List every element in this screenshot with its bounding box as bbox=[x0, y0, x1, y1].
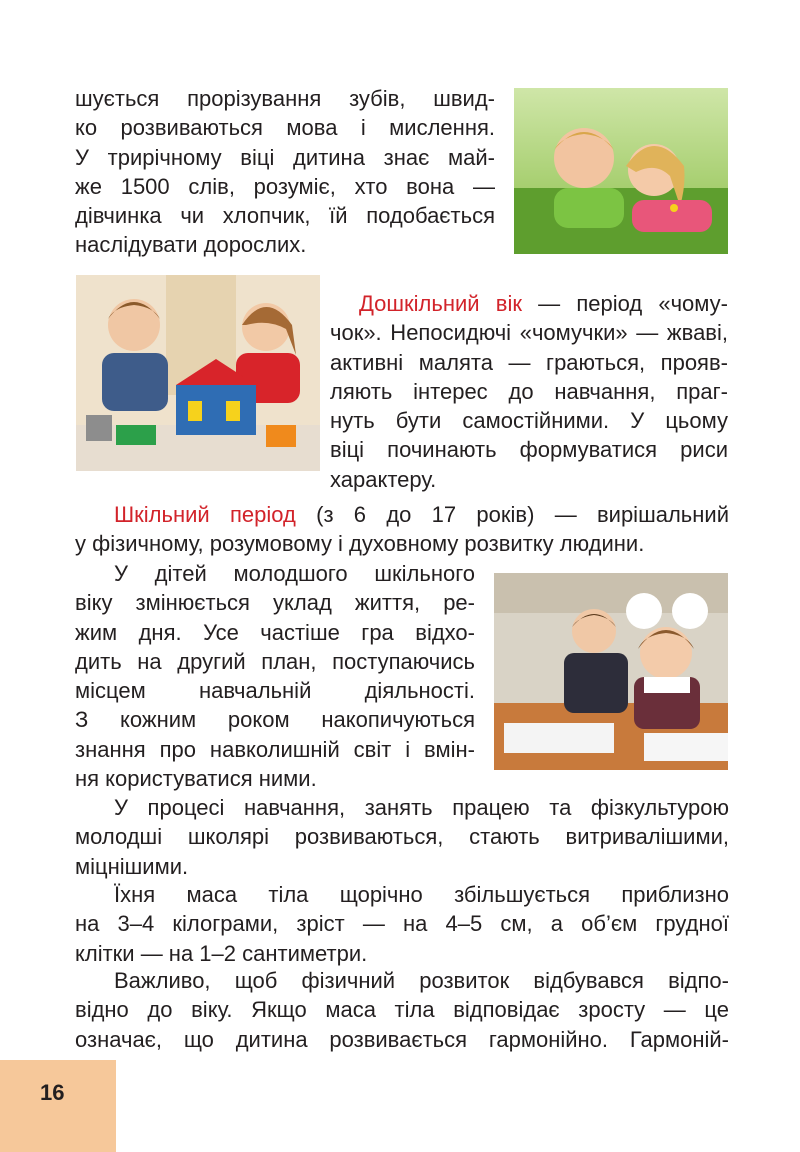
text-line: чок». Непосидючі «чомучки» — жваві, bbox=[330, 320, 728, 346]
text-line: Важливо, щоб фізичний розвиток відбувався відпо- bbox=[114, 968, 729, 993]
text-line: дівчинка чи хлопчик, їй подобається bbox=[75, 203, 495, 229]
paragraph-school-period bbox=[75, 500, 729, 559]
paragraph-harmonious-development bbox=[75, 966, 729, 1054]
paragraph-learning bbox=[75, 793, 729, 881]
text-line: же 1500 слів, розуміє, хто вона — bbox=[75, 173, 495, 199]
paragraph-toddlers bbox=[75, 84, 495, 260]
text-line: нуть бути самостійними. У цьому bbox=[330, 408, 728, 434]
text-line: З кожним роком накопичуються bbox=[75, 707, 475, 733]
text-line bbox=[75, 500, 729, 529]
text-line: знання про навколишній світ і вмін- bbox=[75, 736, 475, 762]
page-number: 16 bbox=[40, 1080, 65, 1105]
text-line: наслідувати дорослих. bbox=[75, 232, 307, 258]
text-line: характеру. bbox=[330, 466, 437, 492]
text-line: шується прорізування зубів, швид- bbox=[75, 86, 495, 111]
text-line: ляють інтерес до навчання, праг- bbox=[330, 378, 728, 404]
text-line: ко розвиваються мова і мислення. bbox=[75, 115, 495, 141]
text-line: віці починають формуватися риси bbox=[330, 437, 728, 463]
text-line: У процесі навчання, занять працею та фізкультурою bbox=[114, 795, 729, 820]
page-number-tab bbox=[0, 1060, 116, 1152]
term-preschool-age: Дошкільний вік bbox=[359, 291, 522, 316]
paragraph-preschool-age bbox=[330, 289, 728, 494]
text-line: міцнішими. bbox=[75, 853, 189, 879]
text-line: місцем навчальній діяльності. bbox=[75, 678, 475, 704]
paragraph-junior-school-age bbox=[75, 559, 475, 793]
photo-schoolchildren-classroom bbox=[494, 573, 728, 770]
text-line: У дітей молодшого шкільного bbox=[114, 561, 475, 586]
photo-children-on-grass bbox=[514, 88, 728, 254]
text-line: жим дня. Усе частіше гра відхо- bbox=[75, 619, 475, 645]
text-line: Їхня маса тіла щорічно збільшується приблизно bbox=[114, 882, 729, 907]
text-line: У трирічному віці дитина знає май- bbox=[75, 144, 495, 170]
text-line: дить на другий план, поступаючись bbox=[75, 648, 475, 674]
text-fragment: (з 6 до 17 років) — вирішальний bbox=[295, 502, 729, 527]
text-line: віку змінюється уклад життя, ре- bbox=[75, 590, 475, 616]
text-line: молодші школярі розвиваються, стають витривалішими, bbox=[75, 824, 729, 850]
paragraph-growth bbox=[75, 880, 729, 968]
text-line: у фізичному, розумовому і духовному розвитку людини. bbox=[75, 531, 645, 557]
text-line bbox=[330, 289, 728, 318]
term-school-period: Шкільний період bbox=[114, 502, 296, 527]
text-line: ня користуватися ними. bbox=[75, 766, 317, 792]
text-line: відно до віку. Якщо маса тіла відповідає зросту — це bbox=[75, 997, 729, 1023]
text-line: означає, що дитина розвивається гармонійно. Гармоній- bbox=[75, 1026, 729, 1052]
text-line: на 3–4 кілограми, зріст — на 4–5 см, а об’єм грудної bbox=[75, 911, 729, 937]
photo-children-playing-blocks bbox=[76, 275, 320, 471]
text-line: активні малята — граються, прояв- bbox=[330, 349, 728, 375]
text-line: клітки — на 1–2 сантиметри. bbox=[75, 940, 368, 966]
text-fragment: — період «чому- bbox=[521, 291, 728, 316]
